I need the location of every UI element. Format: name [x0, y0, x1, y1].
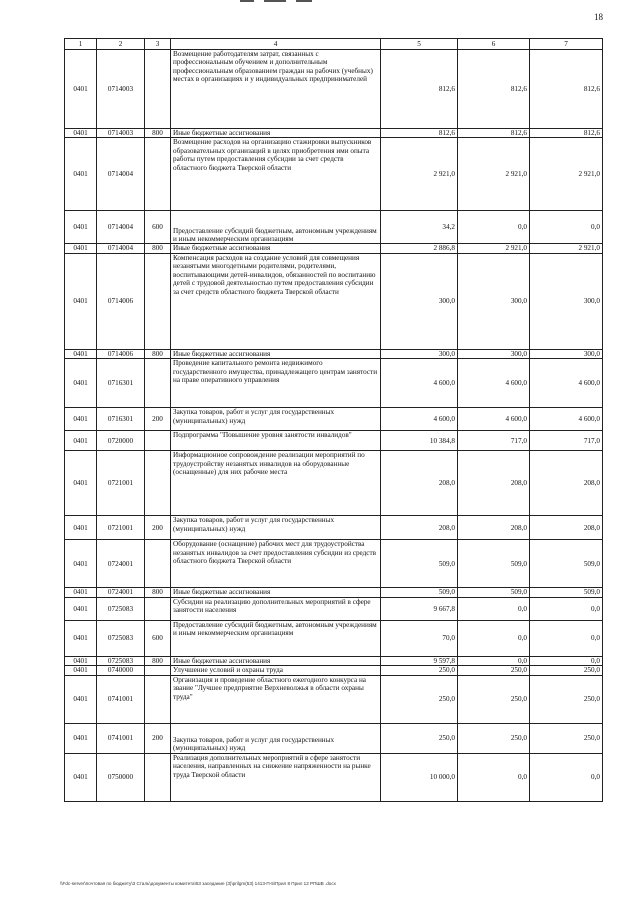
- item-description: Иные бюджетные ассигнования: [171, 588, 381, 597]
- item-description: Проведение капитального ремонта недвижимого государственного имущества, принадлежащего центрам занятости на праве оперативного управления: [171, 359, 381, 408]
- section-code: 0401: [65, 253, 97, 349]
- target-article-code: 0716301: [97, 408, 145, 431]
- item-description: Организация и проведение областного ежегодного конкурса на звание "Лучшее предприятие Верхневолжья в области охраны труда": [171, 675, 381, 723]
- amount-year-2: 812,6: [458, 129, 530, 138]
- amount-year-2: 250,0: [458, 675, 530, 723]
- expense-type-code: 800: [145, 656, 171, 665]
- amount-year-1: 10 384,8: [381, 431, 458, 451]
- amount-year-1: 2 921,0: [381, 138, 458, 211]
- amount-year-3: 717,0: [530, 431, 603, 451]
- target-article-code: 0714003: [97, 129, 145, 138]
- item-description: Иные бюджетные ассигнования: [171, 244, 381, 253]
- target-article-code: 0714006: [97, 253, 145, 349]
- section-code: 0401: [65, 349, 97, 358]
- item-description: Закупка товаров, работ и услуг для государственных (муниципальных) нужд: [171, 408, 381, 431]
- amount-year-3: 0,0: [530, 211, 603, 244]
- section-code: 0401: [65, 431, 97, 451]
- header-col-1: 1: [65, 39, 97, 50]
- expense-type-code: [145, 138, 171, 211]
- table-row: [65, 540, 603, 588]
- target-article-code: 0714004: [97, 211, 145, 244]
- expense-type-code: 200: [145, 516, 171, 540]
- table-row: [65, 597, 603, 620]
- expense-type-code: [145, 50, 171, 129]
- amount-year-2: 4 600,0: [458, 408, 530, 431]
- table-row: [65, 138, 603, 211]
- amount-year-1: 4 600,0: [381, 408, 458, 431]
- target-article-code: 0714003: [97, 50, 145, 129]
- target-article-code: 0725083: [97, 620, 145, 656]
- target-article-code: 0724001: [97, 540, 145, 588]
- section-code: 0401: [65, 129, 97, 138]
- section-code: 0401: [65, 620, 97, 656]
- amount-year-1: 250,0: [381, 675, 458, 723]
- amount-year-2: 509,0: [458, 540, 530, 588]
- header-col-6: 6: [458, 39, 530, 50]
- amount-year-1: 70,0: [381, 620, 458, 656]
- amount-year-3: 4 600,0: [530, 408, 603, 431]
- section-code: 0401: [65, 516, 97, 540]
- table-row: [65, 723, 603, 753]
- item-description: Компенсация расходов на создание условий для совмещения незанятыми многодетными родителями, родителями, воспитывающими детей-инвалидов, обязанностей по воспитанию детей с трудовой деятельностью путем предоставления субсидии за счет средств областного бюджета Тверской области: [171, 253, 381, 349]
- item-description: Подпрограмма "Повышение уровня занятости инвалидов": [171, 431, 381, 451]
- section-code: 0401: [65, 359, 97, 408]
- amount-year-3: 0,0: [530, 597, 603, 620]
- target-article-code: 0721001: [97, 516, 145, 540]
- table-row: [65, 753, 603, 801]
- section-code: 0401: [65, 597, 97, 620]
- item-description: Иные бюджетные ассигнования: [171, 656, 381, 665]
- header-col-4: 4: [171, 39, 381, 50]
- amount-year-1: 208,0: [381, 516, 458, 540]
- amount-year-2: 300,0: [458, 253, 530, 349]
- table-row: [65, 516, 603, 540]
- amount-year-3: 509,0: [530, 540, 603, 588]
- item-description: Возмещение работодателям затрат, связанных с профессиональным обучением и дополнительным профессиональным образованием граждан на рабочих (учебных) местах в организациях и у индивидуальных предпринимателей: [171, 50, 381, 129]
- amount-year-2: 0,0: [458, 753, 530, 801]
- expense-type-code: [145, 675, 171, 723]
- amount-year-3: 812,6: [530, 129, 603, 138]
- amount-year-3: 4 600,0: [530, 359, 603, 408]
- table-row: [65, 588, 603, 597]
- section-code: 0401: [65, 666, 97, 675]
- amount-year-2: 509,0: [458, 588, 530, 597]
- target-article-code: 0741001: [97, 723, 145, 753]
- table-row: [65, 451, 603, 516]
- amount-year-2: 0,0: [458, 620, 530, 656]
- amount-year-1: 208,0: [381, 451, 458, 516]
- amount-year-1: 34,2: [381, 211, 458, 244]
- amount-year-1: 300,0: [381, 253, 458, 349]
- item-description: Оборудование (оснащение) рабочих мест для трудоустройства незанятых инвалидов за счет предоставления субсидии из средств областного бюджета Тверской области: [171, 540, 381, 588]
- amount-year-3: 250,0: [530, 675, 603, 723]
- amount-year-3: 812,6: [530, 50, 603, 129]
- amount-year-2: 2 921,0: [458, 244, 530, 253]
- amount-year-3: 250,0: [530, 666, 603, 675]
- target-article-code: 0714004: [97, 244, 145, 253]
- table-header-row: [65, 39, 603, 50]
- target-article-code: 0741001: [97, 675, 145, 723]
- amount-year-1: 2 886,8: [381, 244, 458, 253]
- amount-year-1: 509,0: [381, 540, 458, 588]
- expense-type-code: [145, 666, 171, 675]
- expense-type-code: 200: [145, 408, 171, 431]
- amount-year-1: 250,0: [381, 666, 458, 675]
- header-col-7: 7: [530, 39, 603, 50]
- target-article-code: 0721001: [97, 451, 145, 516]
- table-row: [65, 253, 603, 349]
- section-code: 0401: [65, 656, 97, 665]
- table-row: [65, 349, 603, 358]
- amount-year-1: 10 000,0: [381, 753, 458, 801]
- table-row: [65, 675, 603, 723]
- table-row: [65, 620, 603, 656]
- amount-year-3: 300,0: [530, 349, 603, 358]
- amount-year-2: 0,0: [458, 656, 530, 665]
- amount-year-2: 250,0: [458, 666, 530, 675]
- header-col-2: 2: [97, 39, 145, 50]
- item-description: Закупка товаров, работ и услуг для государственных (муниципальных) нужд: [171, 723, 381, 753]
- amount-year-3: 509,0: [530, 588, 603, 597]
- amount-year-1: 300,0: [381, 349, 458, 358]
- table-row: [65, 666, 603, 675]
- expense-type-code: [145, 451, 171, 516]
- section-code: 0401: [65, 540, 97, 588]
- item-description: Иные бюджетные ассигнования: [171, 129, 381, 138]
- table-row: [65, 129, 603, 138]
- item-description: Предоставление субсидий бюджетным, автономным учреждениям и иным некоммерческим организациям: [171, 211, 381, 244]
- item-description: Улучшение условий и охраны труда: [171, 666, 381, 675]
- section-code: 0401: [65, 50, 97, 129]
- expense-type-code: [145, 431, 171, 451]
- amount-year-3: 250,0: [530, 723, 603, 753]
- expense-type-code: [145, 540, 171, 588]
- target-article-code: 0725083: [97, 597, 145, 620]
- expense-type-code: [145, 753, 171, 801]
- amount-year-3: 0,0: [530, 656, 603, 665]
- item-description: Возмещение расходов на организацию стажировки выпускников образовательных организаций в целях приобретения ими опыта работы путем предоставления субсидии за счет средств областного бюджета Тверской области: [171, 138, 381, 211]
- expense-type-code: 800: [145, 349, 171, 358]
- target-article-code: 0716301: [97, 359, 145, 408]
- target-article-code: 0720000: [97, 431, 145, 451]
- amount-year-2: 208,0: [458, 451, 530, 516]
- scan-top-marks: [240, 0, 340, 3]
- expense-type-code: [145, 597, 171, 620]
- amount-year-1: 4 600,0: [381, 359, 458, 408]
- amount-year-2: 300,0: [458, 349, 530, 358]
- item-description: Информационное сопровождение реализации мероприятий по трудоустройству незанятых инвалидов на оборудованные (оснащенные) для них рабочие места: [171, 451, 381, 516]
- amount-year-3: 0,0: [530, 753, 603, 801]
- amount-year-1: 9 667,8: [381, 597, 458, 620]
- target-article-code: 0714006: [97, 349, 145, 358]
- target-article-code: 0724001: [97, 588, 145, 597]
- expense-type-code: 600: [145, 211, 171, 244]
- expense-type-code: 800: [145, 244, 171, 253]
- amount-year-2: 250,0: [458, 723, 530, 753]
- item-description: Закупка товаров, работ и услуг для государственных (муниципальных) нужд: [171, 516, 381, 540]
- table-row: [65, 408, 603, 431]
- section-code: 0401: [65, 244, 97, 253]
- section-code: 0401: [65, 408, 97, 431]
- section-code: 0401: [65, 138, 97, 211]
- amount-year-2: 812,6: [458, 50, 530, 129]
- section-code: 0401: [65, 675, 97, 723]
- amount-year-3: 0,0: [530, 620, 603, 656]
- amount-year-1: 250,0: [381, 723, 458, 753]
- amount-year-1: 812,6: [381, 50, 458, 129]
- expense-type-code: 800: [145, 129, 171, 138]
- amount-year-3: 2 921,0: [530, 138, 603, 211]
- table-row: [65, 359, 603, 408]
- table-row: [65, 50, 603, 129]
- item-description: Предоставление субсидий бюджетным, автономным учреждениям и иным некоммерческим организациям: [171, 620, 381, 656]
- amount-year-3: 2 921,0: [530, 244, 603, 253]
- amount-year-3: 208,0: [530, 451, 603, 516]
- header-col-3: 3: [145, 39, 171, 50]
- expense-type-code: 200: [145, 723, 171, 753]
- amount-year-2: 0,0: [458, 211, 530, 244]
- amount-year-1: 812,6: [381, 129, 458, 138]
- section-code: 0401: [65, 723, 97, 753]
- target-article-code: 0714004: [97, 138, 145, 211]
- footer-file-path: \\Fdc-server\почтовая по бюджету\3 Сталь\документы комитета\53 заседание (3)\prilgm(53) 1413-П-5\Прил 8 Прил 12 РПШВ .docx: [60, 881, 336, 886]
- amount-year-1: 509,0: [381, 588, 458, 597]
- amount-year-2: 717,0: [458, 431, 530, 451]
- amount-year-3: 300,0: [530, 253, 603, 349]
- expense-type-code: 800: [145, 588, 171, 597]
- table-row: [65, 244, 603, 253]
- table-row: [65, 656, 603, 665]
- amount-year-1: 9 597,8: [381, 656, 458, 665]
- item-description: Субсидии на реализацию дополнительных мероприятий в сфере занятости населения: [171, 597, 381, 620]
- table-row: [65, 211, 603, 244]
- expense-type-code: [145, 359, 171, 408]
- section-code: 0401: [65, 753, 97, 801]
- item-description: Реализация дополнительных мероприятий в сфере занятости населения, направленных на снижение напряженности на рынке труда Тверской области: [171, 753, 381, 801]
- amount-year-2: 2 921,0: [458, 138, 530, 211]
- target-article-code: 0750000: [97, 753, 145, 801]
- amount-year-2: 208,0: [458, 516, 530, 540]
- budget-table: [64, 38, 603, 802]
- table-row: [65, 431, 603, 451]
- amount-year-2: 4 600,0: [458, 359, 530, 408]
- target-article-code: 0740000: [97, 666, 145, 675]
- expense-type-code: 600: [145, 620, 171, 656]
- item-description: Иные бюджетные ассигнования: [171, 349, 381, 358]
- target-article-code: 0725083: [97, 656, 145, 665]
- section-code: 0401: [65, 588, 97, 597]
- header-col-5: 5: [381, 39, 458, 50]
- section-code: 0401: [65, 451, 97, 516]
- amount-year-3: 208,0: [530, 516, 603, 540]
- expense-type-code: [145, 253, 171, 349]
- amount-year-2: 0,0: [458, 597, 530, 620]
- page-number: 18: [594, 12, 603, 22]
- section-code: 0401: [65, 211, 97, 244]
